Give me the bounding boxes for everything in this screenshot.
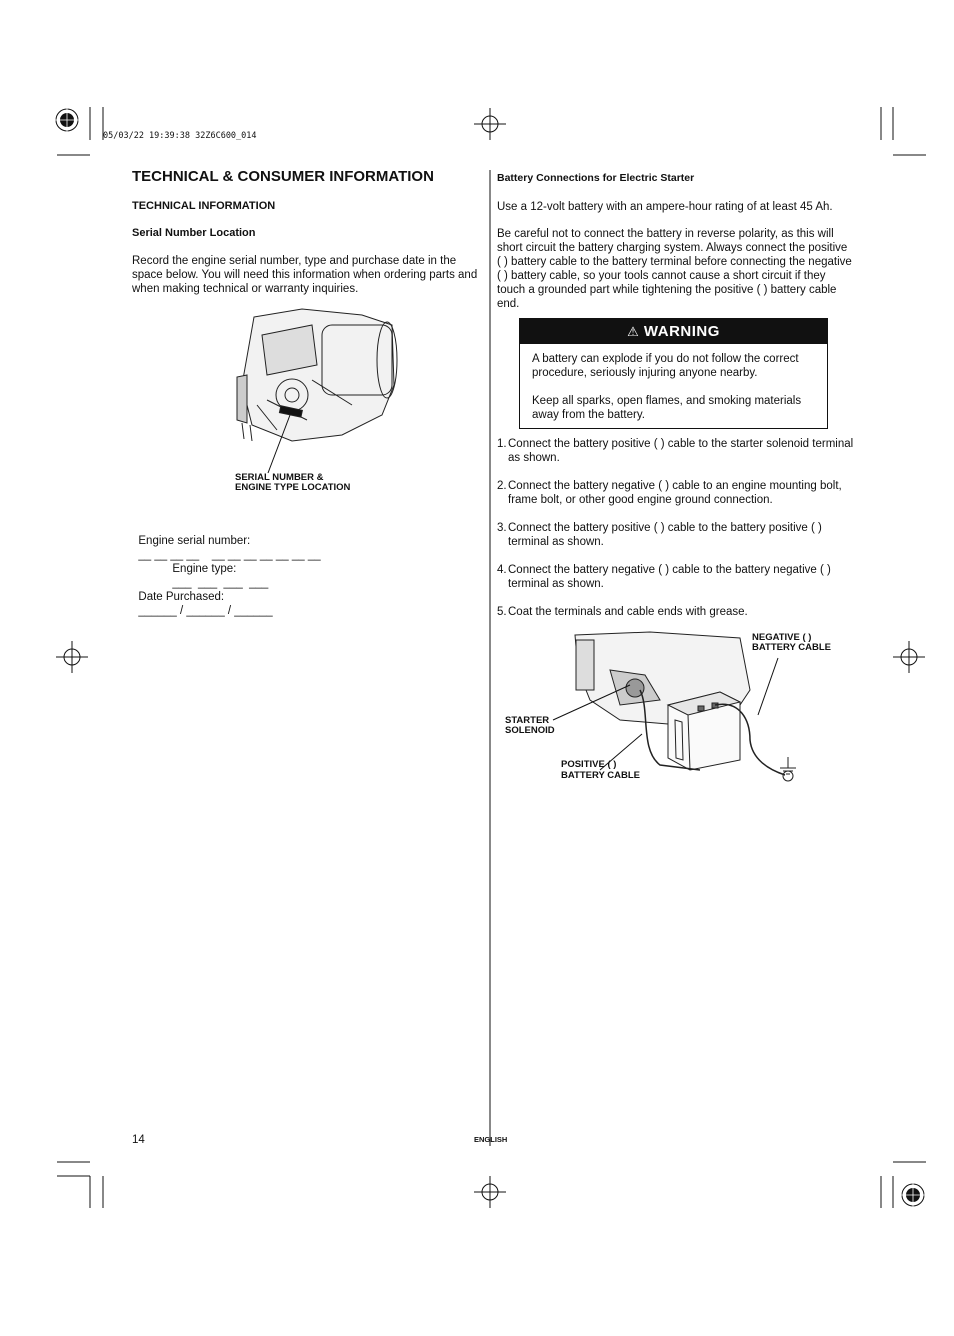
list-item: 1. Connect the battery positive ( ) cable to the starter solenoid terminal as shown.: [497, 438, 854, 464]
serial-blanks[interactable]: __ __ __ __ __ __ __ __ __ __ __: [138, 549, 321, 561]
battery-para1: Use a 12-volt battery with an ampere-hour rating of at least 45 Ah.: [497, 201, 833, 213]
negative-cable-label-line1: NEGATIVE ( ): [752, 632, 812, 643]
battery-heading: Battery Connections for Electric Starter: [497, 172, 695, 184]
battery-para2: Be careful not to connect the battery in reverse polarity, as this will short circuit the battery charging system. Always connect the positive ( ) battery cable to the battery terminal before connecting the negative ( ) battery cable, so your tools cannot cause a short circuit if they touch a grounded part while tightening the positive ( ) battery cable end.: [497, 228, 852, 310]
figure-caption-line1: SERIAL NUMBER &: [235, 472, 324, 483]
page-number: 14: [132, 1134, 145, 1146]
date-blanks[interactable]: ______ / ______ / ______: [138, 605, 273, 617]
type-blanks[interactable]: ___ ___ ___ ___: [172, 577, 269, 589]
print-stamp: 05/03/22 19:39:38 32Z6C600_014: [103, 131, 257, 141]
date-label: Date Purchased:: [138, 591, 225, 603]
warning-header: [520, 319, 827, 344]
warning-triangle-icon: ⚠: [627, 324, 640, 339]
engine-illustration: [232, 305, 402, 455]
subsection-title: Serial Number Location: [132, 227, 256, 239]
warning-text1: A battery can explode if you do not follow the correct procedure, seriously injuring anyone nearby.: [532, 353, 799, 379]
warning-text2: Keep all sparks, open flames, and smoking materials away from the battery.: [532, 395, 802, 421]
warning-body: [520, 344, 827, 422]
date-row: [132, 576, 273, 618]
figure-caption-line2: ENGINE TYPE LOCATION: [235, 482, 351, 493]
language-label: ENGLISH: [474, 1135, 508, 1144]
section-title: TECHNICAL INFORMATION: [132, 200, 276, 212]
list-item: 3. Connect the battery positive ( ) cable to the battery positive ( ) terminal as shown.: [497, 522, 822, 548]
solenoid-label-line1: STARTER: [505, 715, 550, 726]
type-label: Engine type:: [172, 563, 237, 575]
list-item: 2. Connect the battery negative ( ) cable to an engine mounting bolt, frame bolt, or other good engine ground connection.: [497, 480, 842, 506]
solenoid-label-line2: SOLENOID: [505, 725, 555, 736]
intro-paragraph: Record the engine serial number, type and purchase date in the space below. You will need this information when ordering parts and when making technical or warranty inquiries.: [132, 255, 478, 295]
negative-cable-label-line2: BATTERY CABLE: [752, 642, 831, 653]
positive-cable-label-line2: BATTERY CABLE: [561, 770, 640, 781]
steps-list: [497, 437, 857, 633]
list-item: 4. Connect the battery negative ( ) cable to the battery negative ( ) terminal as shown.: [497, 564, 831, 590]
battery-connection-diagram: [500, 630, 860, 790]
warning-box: [519, 318, 828, 429]
list-item: 5. Coat the terminals and cable ends with grease.: [497, 606, 748, 618]
page-title: TECHNICAL & CONSUMER INFORMATION: [132, 168, 434, 185]
positive-cable-label-line1: POSITIVE ( ): [561, 759, 617, 770]
serial-label: Engine serial number:: [138, 535, 251, 547]
warning-title: WARNING: [643, 323, 720, 340]
